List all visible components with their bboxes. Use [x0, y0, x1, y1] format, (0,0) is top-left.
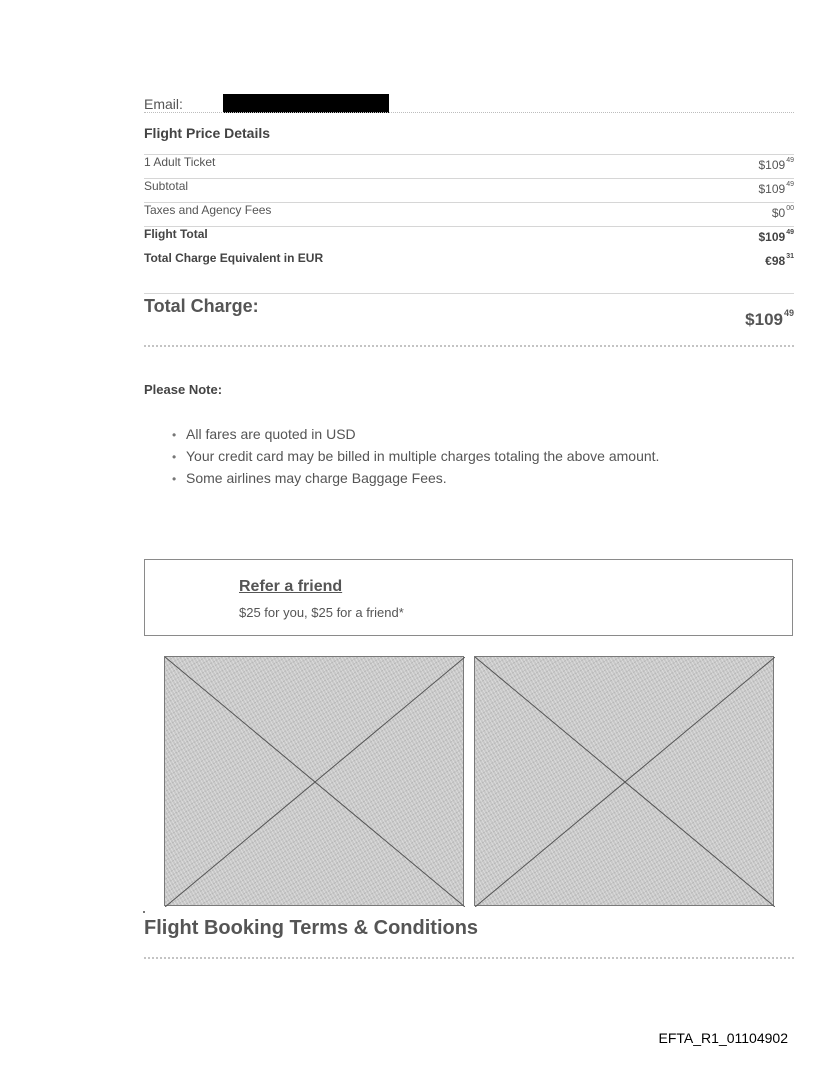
broken-image-placeholder: [164, 656, 464, 906]
eur-equivalent-label: Total Charge Equivalent in EUR: [144, 251, 324, 265]
document-id: EFTA_R1_01104902: [658, 1030, 788, 1046]
please-note-title: Please Note:: [144, 382, 223, 397]
please-note-list: [172, 424, 659, 490]
list-item: • Some airlines may charge Baggage Fees.: [172, 470, 447, 486]
list-item: • All fares are quoted in USD: [172, 426, 356, 442]
terms-title: Flight Booking Terms & Conditions: [144, 917, 479, 939]
total-charge-label: Total Charge:: [144, 296, 259, 316]
divider: [144, 154, 794, 155]
refer-friend-subtitle: $25 for you, $25 for a friend*: [239, 605, 404, 620]
eur-equivalent-amount: $€98^{31}$: [765, 253, 794, 268]
email-label: Email:: [144, 96, 183, 112]
image-missing-icon: [165, 657, 465, 907]
divider: [144, 226, 794, 227]
price-row-amount: $\$109^{49}$: [758, 157, 794, 172]
list-item: • Your credit card may be billed in multiple charges totaling the above amount.: [172, 448, 660, 464]
image-missing-icon: [475, 657, 775, 907]
flight-total-amount: $\$109^{49}$: [758, 229, 794, 244]
broken-image-placeholder: [474, 656, 774, 906]
divider: [144, 112, 794, 113]
stray-mark: [143, 911, 145, 913]
divider: [144, 178, 794, 179]
total-charge-amount: $\$109^{49}$: [745, 308, 794, 329]
price-row-label: 1 Adult Ticket: [144, 155, 216, 169]
price-row-amount: $\$109^{49}$: [758, 181, 794, 196]
price-row-label: Subtotal: [144, 179, 189, 193]
redacted-email-value: [223, 94, 389, 113]
flight-total-label: Flight Total: [144, 227, 208, 241]
divider: [144, 345, 794, 347]
divider: [144, 293, 794, 294]
refer-friend-box: [144, 559, 793, 636]
refer-friend-link[interactable]: Refer a friend: [239, 578, 343, 595]
divider: [144, 957, 794, 959]
price-row-label: Taxes and Agency Fees: [144, 203, 272, 217]
price-details-title: Flight Price Details: [144, 125, 271, 141]
price-row-amount: $\$0^{00}$: [771, 205, 794, 220]
